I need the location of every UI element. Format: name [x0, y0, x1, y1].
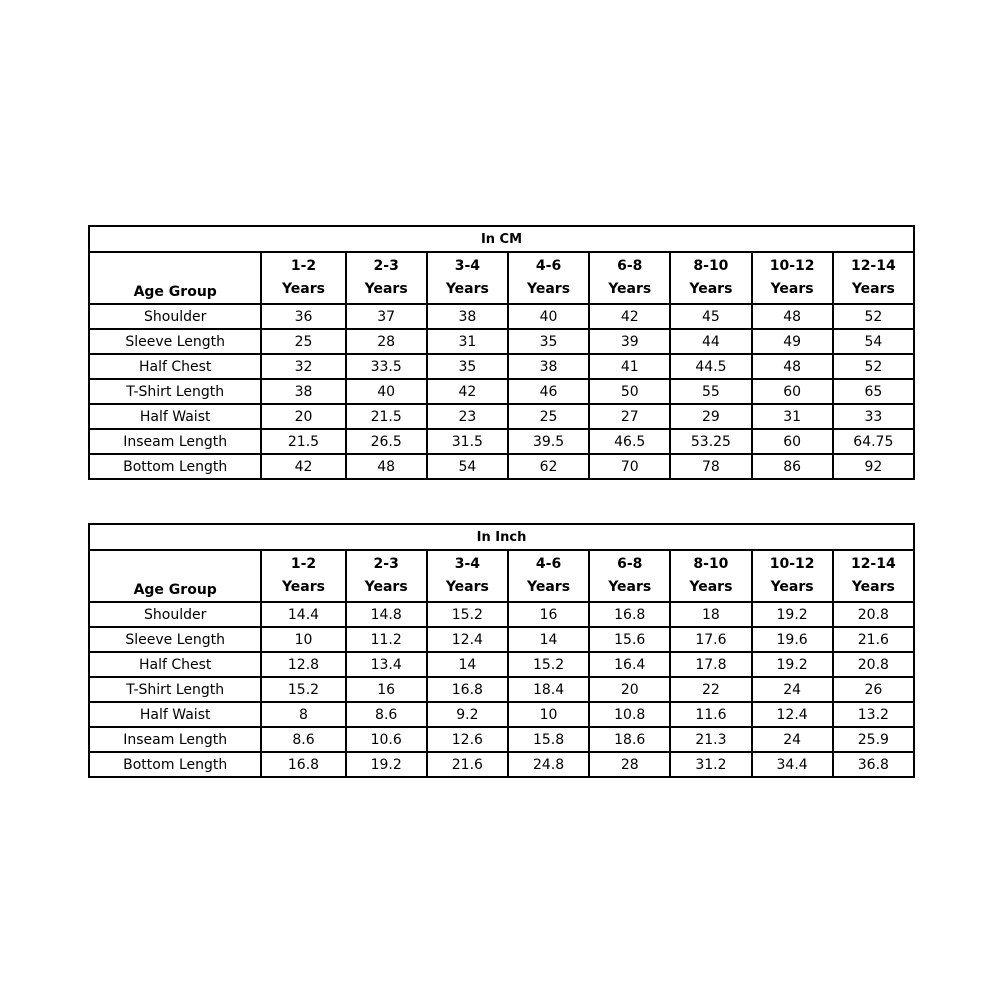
- measurement-value: 18: [670, 602, 751, 627]
- table-row: [89, 752, 914, 777]
- measurement-value: 24: [752, 727, 833, 752]
- measurement-value: 53.25: [670, 429, 751, 454]
- measurement-value: 38: [427, 304, 508, 329]
- age-unit: Years: [445, 281, 489, 297]
- table-title: In CM: [89, 226, 914, 252]
- measurement-value: 42: [261, 454, 345, 479]
- measurement-label: Shoulder: [89, 602, 261, 627]
- measurement-value: 46: [508, 379, 589, 404]
- measurement-value: 54: [427, 454, 508, 479]
- table-title: In Inch: [89, 524, 914, 550]
- measurement-value: 25: [508, 404, 589, 429]
- age-column-header: [427, 252, 508, 304]
- measurement-value: 18.4: [508, 677, 589, 702]
- table-row: [89, 627, 914, 652]
- measurement-value: 46.5: [589, 429, 670, 454]
- measurement-value: 25: [261, 329, 345, 354]
- age-unit: Years: [364, 281, 408, 297]
- measurement-value: 60: [752, 379, 833, 404]
- age-group-header: Age Group: [89, 252, 261, 304]
- age-range: 1-2: [290, 556, 317, 572]
- measurement-value: 20.8: [833, 602, 914, 627]
- measurement-value: 54: [833, 329, 914, 354]
- measurement-value: 44: [670, 329, 751, 354]
- age-range: 3-4: [454, 258, 480, 274]
- measurement-value: 14.4: [261, 602, 345, 627]
- measurement-value: 55: [670, 379, 751, 404]
- measurement-value: 52: [833, 304, 914, 329]
- measurement-value: 48: [346, 454, 427, 479]
- age-column-header: [670, 550, 751, 602]
- age-unit: Years: [608, 579, 652, 595]
- measurement-value: 36: [261, 304, 345, 329]
- measurement-value: 19.2: [752, 652, 833, 677]
- age-unit: Years: [527, 579, 571, 595]
- age-column-header: [833, 550, 914, 602]
- age-column-header: [427, 550, 508, 602]
- measurement-value: 16: [346, 677, 427, 702]
- measurement-value: 31.2: [670, 752, 751, 777]
- measurement-value: 62: [508, 454, 589, 479]
- measurement-value: 15.2: [508, 652, 589, 677]
- age-column-header: [261, 252, 345, 304]
- measurement-label: Sleeve Length: [89, 627, 261, 652]
- measurement-value: 44.5: [670, 354, 751, 379]
- age-unit: Years: [851, 281, 895, 297]
- measurement-value: 15.2: [427, 602, 508, 627]
- measurement-label: Shoulder: [89, 304, 261, 329]
- measurement-label: Half Chest: [89, 354, 261, 379]
- measurement-value: 11.6: [670, 702, 751, 727]
- age-range: 8-10: [693, 556, 729, 572]
- measurement-value: 45: [670, 304, 751, 329]
- age-unit: Years: [851, 579, 895, 595]
- age-range: 8-10: [693, 258, 729, 274]
- measurement-value: 21.6: [427, 752, 508, 777]
- measurement-value: 19.2: [346, 752, 427, 777]
- table-row: [89, 304, 914, 329]
- measurement-value: 48: [752, 354, 833, 379]
- measurement-value: 20: [589, 677, 670, 702]
- measurement-value: 19.2: [752, 602, 833, 627]
- measurement-value: 14: [427, 652, 508, 677]
- measurement-value: 10: [508, 702, 589, 727]
- measurement-value: 13.4: [346, 652, 427, 677]
- age-range: 6-8: [617, 258, 643, 274]
- measurement-value: 12.8: [261, 652, 345, 677]
- age-range: 2-3: [373, 258, 399, 274]
- measurement-value: 38: [508, 354, 589, 379]
- measurement-value: 33: [833, 404, 914, 429]
- measurement-value: 16.8: [261, 752, 345, 777]
- table-row: [89, 329, 914, 354]
- age-range: 10-12: [769, 556, 815, 572]
- age-unit: Years: [364, 579, 408, 595]
- age-column-header: [589, 550, 670, 602]
- measurement-label: Half Waist: [89, 404, 261, 429]
- age-range: 3-4: [454, 556, 480, 572]
- measurement-value: 86: [752, 454, 833, 479]
- measurement-value: 60: [752, 429, 833, 454]
- measurement-label: Inseam Length: [89, 429, 261, 454]
- measurement-value: 10.8: [589, 702, 670, 727]
- measurement-value: 48: [752, 304, 833, 329]
- measurement-label: Bottom Length: [89, 454, 261, 479]
- measurement-value: 70: [589, 454, 670, 479]
- measurement-value: 21.5: [346, 404, 427, 429]
- measurement-value: 42: [427, 379, 508, 404]
- age-unit: Years: [445, 579, 489, 595]
- measurement-value: 32: [261, 354, 345, 379]
- measurement-value: 33.5: [346, 354, 427, 379]
- measurement-value: 35: [508, 329, 589, 354]
- measurement-value: 16.8: [427, 677, 508, 702]
- measurement-value: 8: [261, 702, 345, 727]
- age-column-header: [833, 252, 914, 304]
- measurement-value: 24: [752, 677, 833, 702]
- table-row: [89, 354, 914, 379]
- measurement-value: 17.8: [670, 652, 751, 677]
- measurement-value: 12.4: [752, 702, 833, 727]
- measurement-value: 27: [589, 404, 670, 429]
- age-unit: Years: [689, 281, 733, 297]
- measurement-value: 35: [427, 354, 508, 379]
- age-column-header: [589, 252, 670, 304]
- age-range: 12-14: [850, 556, 896, 572]
- table-row: [89, 677, 914, 702]
- measurement-value: 78: [670, 454, 751, 479]
- measurement-value: 12.6: [427, 727, 508, 752]
- measurement-value: 39.5: [508, 429, 589, 454]
- measurement-value: 14: [508, 627, 589, 652]
- age-group-header: Age Group: [89, 550, 261, 602]
- measurement-value: 16.4: [589, 652, 670, 677]
- measurement-value: 42: [589, 304, 670, 329]
- measurement-value: 29: [670, 404, 751, 429]
- measurement-value: 38: [261, 379, 345, 404]
- age-range: 1-2: [290, 258, 317, 274]
- measurement-value: 23: [427, 404, 508, 429]
- measurement-value: 40: [508, 304, 589, 329]
- size-table-inch: [88, 523, 915, 778]
- measurement-value: 8.6: [346, 702, 427, 727]
- age-range: 4-6: [535, 556, 562, 572]
- measurement-value: 16: [508, 602, 589, 627]
- age-range: 6-8: [617, 556, 643, 572]
- measurement-value: 20.8: [833, 652, 914, 677]
- age-column-header: [752, 550, 833, 602]
- measurement-value: 37: [346, 304, 427, 329]
- measurement-label: Sleeve Length: [89, 329, 261, 354]
- measurement-value: 28: [346, 329, 427, 354]
- measurement-value: 24.8: [508, 752, 589, 777]
- measurement-value: 31: [427, 329, 508, 354]
- measurement-value: 28: [589, 752, 670, 777]
- measurement-label: Half Chest: [89, 652, 261, 677]
- measurement-value: 36.8: [833, 752, 914, 777]
- measurement-value: 18.6: [589, 727, 670, 752]
- measurement-value: 21.3: [670, 727, 751, 752]
- measurement-value: 14.8: [346, 602, 427, 627]
- measurement-value: 31.5: [427, 429, 508, 454]
- age-unit: Years: [608, 281, 652, 297]
- measurement-value: 34.4: [752, 752, 833, 777]
- measurement-value: 13.2: [833, 702, 914, 727]
- measurement-label: Bottom Length: [89, 752, 261, 777]
- measurement-value: 92: [833, 454, 914, 479]
- age-column-header: [346, 252, 427, 304]
- measurement-label: Half Waist: [89, 702, 261, 727]
- age-unit: Years: [527, 281, 571, 297]
- measurement-label: T-Shirt Length: [89, 677, 261, 702]
- measurement-value: 8.6: [261, 727, 345, 752]
- measurement-value: 64.75: [833, 429, 914, 454]
- age-range: 10-12: [769, 258, 815, 274]
- measurement-value: 40: [346, 379, 427, 404]
- measurement-value: 17.6: [670, 627, 751, 652]
- measurement-value: 39: [589, 329, 670, 354]
- measurement-value: 52: [833, 354, 914, 379]
- age-range: 12-14: [850, 258, 896, 274]
- measurement-label: Inseam Length: [89, 727, 261, 752]
- age-column-header: [670, 252, 751, 304]
- measurement-value: 15.2: [261, 677, 345, 702]
- age-unit: Years: [689, 579, 733, 595]
- table-row: [89, 454, 914, 479]
- age-unit: Years: [770, 579, 814, 595]
- measurement-value: 21.6: [833, 627, 914, 652]
- age-unit: Years: [281, 579, 325, 595]
- table-row: [89, 727, 914, 752]
- table-row: [89, 652, 914, 677]
- age-range: 4-6: [535, 258, 562, 274]
- measurement-value: 65: [833, 379, 914, 404]
- age-range: 2-3: [373, 556, 399, 572]
- measurement-value: 19.6: [752, 627, 833, 652]
- measurement-value: 26: [833, 677, 914, 702]
- measurement-value: 26.5: [346, 429, 427, 454]
- age-column-header: [508, 252, 589, 304]
- measurement-value: 41: [589, 354, 670, 379]
- age-column-header: [261, 550, 345, 602]
- measurement-value: 21.5: [261, 429, 345, 454]
- age-column-header: [508, 550, 589, 602]
- age-unit: Years: [281, 281, 325, 297]
- measurement-value: 10: [261, 627, 345, 652]
- age-column-header: [752, 252, 833, 304]
- measurement-value: 10.6: [346, 727, 427, 752]
- measurement-value: 12.4: [427, 627, 508, 652]
- measurement-value: 22: [670, 677, 751, 702]
- measurement-value: 50: [589, 379, 670, 404]
- age-column-header: [346, 550, 427, 602]
- measurement-value: 16.8: [589, 602, 670, 627]
- measurement-value: 20: [261, 404, 345, 429]
- table-row: [89, 702, 914, 727]
- table-row: [89, 429, 914, 454]
- size-table-cm: [88, 225, 915, 480]
- measurement-value: 25.9: [833, 727, 914, 752]
- measurement-value: 31: [752, 404, 833, 429]
- table-row: [89, 602, 914, 627]
- measurement-value: 11.2: [346, 627, 427, 652]
- measurement-value: 9.2: [427, 702, 508, 727]
- measurement-label: T-Shirt Length: [89, 379, 261, 404]
- table-row: [89, 404, 914, 429]
- age-unit: Years: [770, 281, 814, 297]
- measurement-value: 15.8: [508, 727, 589, 752]
- table-row: [89, 379, 914, 404]
- measurement-value: 15.6: [589, 627, 670, 652]
- measurement-value: 49: [752, 329, 833, 354]
